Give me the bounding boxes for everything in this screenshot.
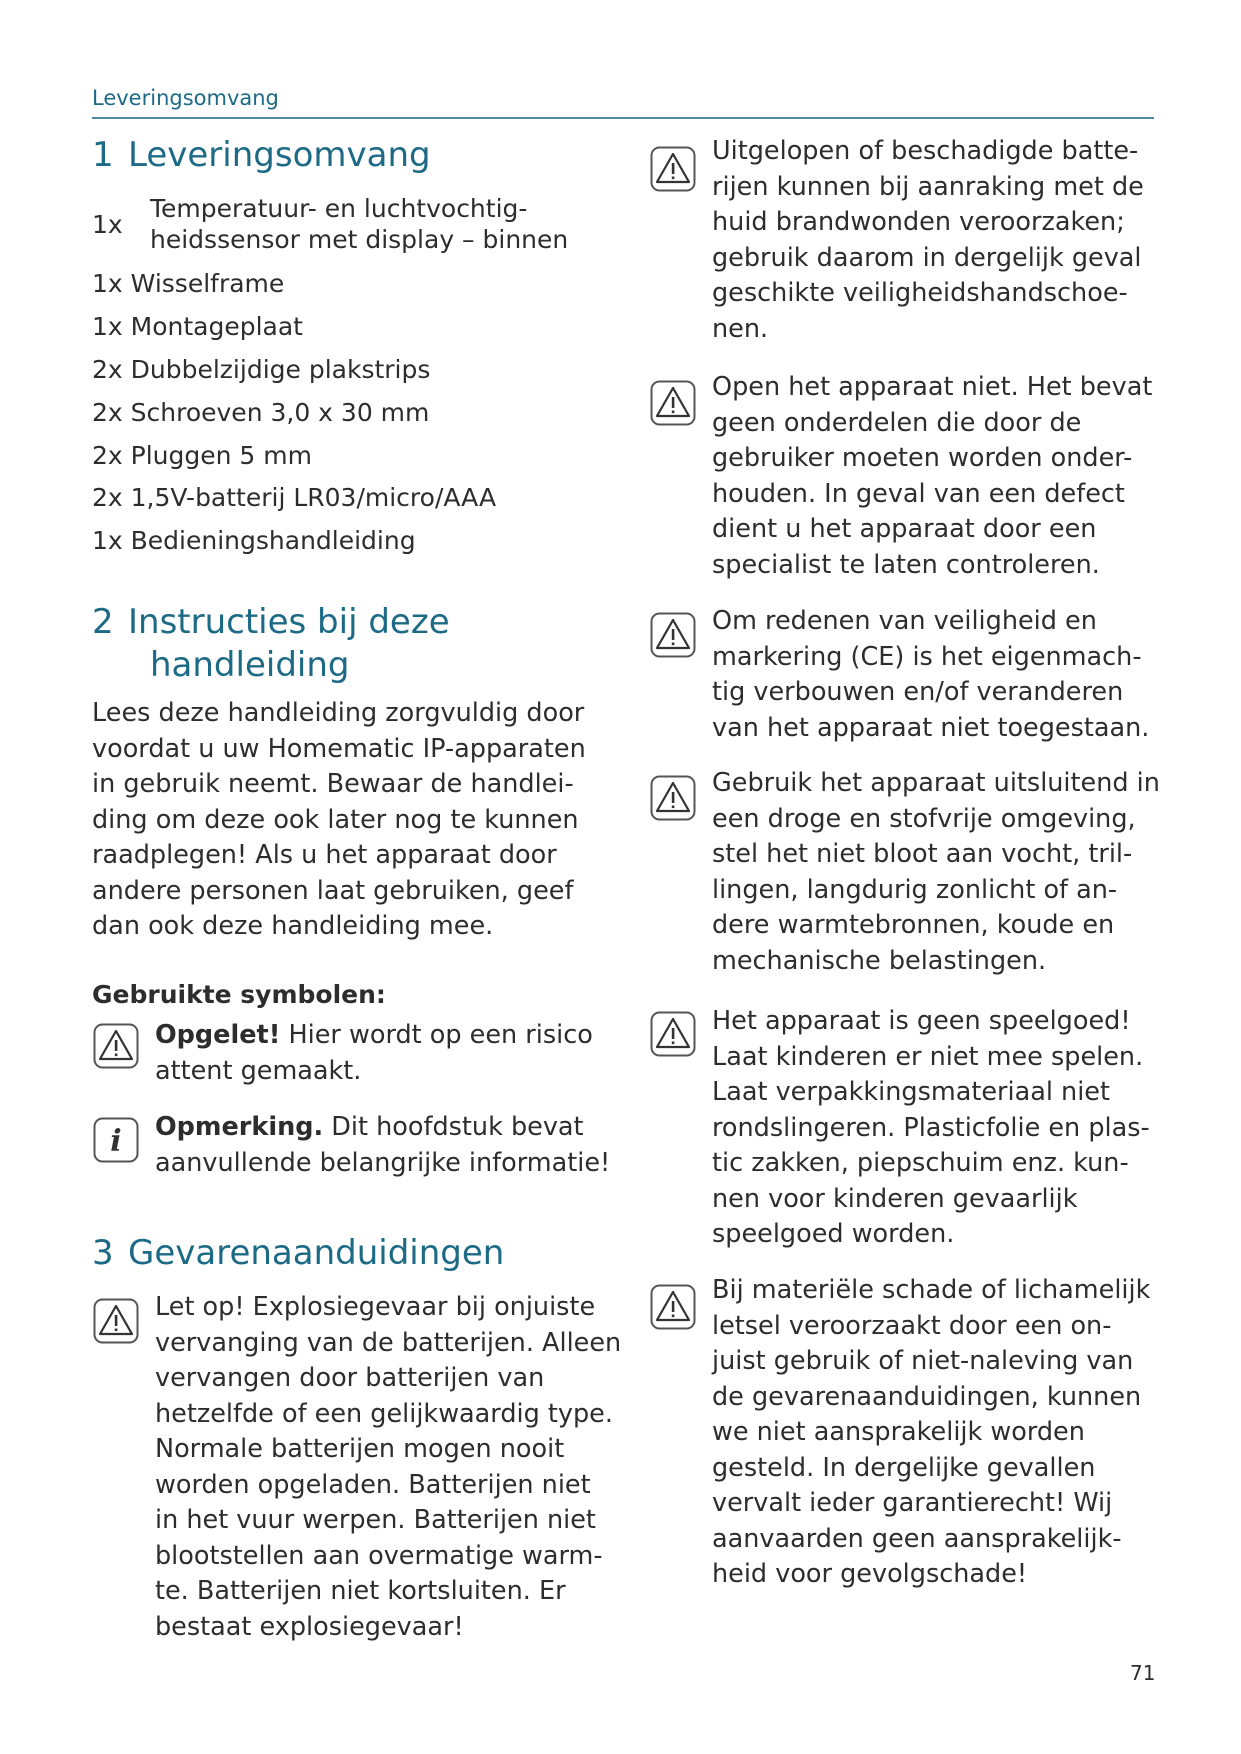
warning-line: Normale batterijen mogen nooit [155,1434,565,1464]
warning-line: huid brandwonden veroorzaken; [712,207,1125,237]
warning-line: van het apparaat niet toegestaan. [712,712,1150,743]
warning-line: houden. In geval van een defect [712,478,1125,509]
warning-line: Gebruik het apparaat uitsluitend in [712,768,1160,798]
symbol-info-desc [155,1110,610,1181]
warning-icon [650,380,696,426]
section-2-title-line: Instructies bij deze [128,602,450,642]
svg-text:i: i [110,1124,122,1159]
warning-leaking-batteries [712,134,1144,347]
section-1-title [92,134,431,177]
warning-line: worden opgeladen. Batterijen niet [155,1469,591,1500]
scope-item-line: Temperatuur- en luchtvochtig- [150,194,528,223]
warning-line: letsel veroorzaakt door een on- [712,1310,1112,1341]
paragraph-line: Lees deze handleiding zorgvuldig door [92,698,585,728]
header-divider [92,117,1154,119]
warning-line: Bij materiële schade of lichamelijk [712,1275,1151,1305]
symbol-keyword: Opmerking. [155,1112,324,1142]
warning-line: hetzelfde of een gelijkwaardig type. [155,1398,613,1429]
warning-line: geschikte veiligheidshandschoe- [712,278,1128,308]
warning-icon [650,1284,696,1330]
warning-line: gesteld. In dergelijke gevallen [712,1452,1096,1483]
warning-line: gebruiker moeten worden onder- [712,443,1133,473]
scope-item-line: heidssensor met display – binnen [150,225,569,254]
warning-line: rijen kunnen bij aanraking met de [712,171,1144,202]
warning-line: juist gebruik of niet-naleving van [712,1346,1134,1376]
paragraph-line: dan ook deze handleiding mee. [92,911,494,941]
warning-line: in het vuur werpen. Batterijen niet [155,1505,596,1535]
info-icon [93,1117,139,1163]
warning-line: Het apparaat is geen speelgoed! [712,1006,1131,1036]
warning-line: aanvaarden geen aansprakelijk- [712,1523,1122,1554]
warning-line: bestaat explosiegevaar! [155,1611,464,1642]
symbol-text: Hier wordt op een risico [280,1020,593,1050]
paragraph-line: ding om deze ook later nog te kunnen [92,804,579,835]
warning-line: geen onderdelen die door de [712,407,1082,438]
warning-line: stel het niet bloot aan vocht, tril- [712,839,1133,869]
section-3-title [92,1232,504,1275]
warning-line: nen voor kinderen gevaarlijk [712,1183,1078,1214]
warning-line: rondslingeren. Plasticfolie en plas- [712,1112,1150,1143]
paragraph-line: raadplegen! Als u het apparaat door [92,840,557,870]
scope-item: 1x Bedieningshandleiding [92,526,416,555]
warning-icon [650,612,696,658]
warning-line: nen. [712,313,769,344]
warning-ce-marking [712,604,1149,746]
warning-icon [650,146,696,192]
section-2-title [92,601,450,687]
warning-icon [93,1023,139,1069]
symbol-text: Dit hoofdstuk bevat [323,1112,584,1142]
warning-line: te. Batterijen niet kortsluiten. Er [155,1576,566,1606]
scope-item: 2x Schroeven 3,0 x 30 mm [92,398,430,427]
symbols-heading: Gebruikte symbolen: [92,980,386,1009]
warning-line: markering (CE) is het eigenmach- [712,641,1142,672]
warning-line: speelgoed worden. [712,1219,955,1249]
warning-line: tic zakken, piepschuim enz. kun- [712,1148,1129,1178]
warning-environment [712,766,1160,979]
battery-warning [155,1290,621,1645]
warning-line: Laat kinderen er niet mee spelen. [712,1041,1144,1072]
section-2-title-line: handleiding [150,645,350,685]
warning-line: Let op! Explosiegevaar bij onjuiste [155,1292,596,1322]
warning-icon [93,1298,139,1344]
warning-liability [712,1273,1150,1593]
paragraph-line: andere personen laat gebruiken, geef [92,875,574,906]
warning-line: dient u het apparaat door een [712,514,1097,544]
paragraph-line: voordat u uw Homematic IP-apparaten [92,733,586,764]
page-number: 71 [1130,1661,1156,1685]
warning-line: vervanging van de batterijen. Alleen [155,1327,622,1358]
paragraph-line: in gebruik neemt. Bewaar de handlei- [92,769,574,799]
section-2-paragraph [92,696,652,945]
section-1-title-text: Leveringsomvang [128,135,431,175]
warning-line: een droge en stofvrije omgeving, [712,803,1136,834]
scope-item: 2x Pluggen 5 mm [92,441,312,470]
symbol-keyword: Opgelet! [155,1020,281,1050]
warning-line: dere warmtebronnen, koude en [712,910,1115,940]
running-header: Leveringsomvang [92,86,279,110]
warning-icon [650,775,696,821]
scope-item: 2x Dubbelzijdige plakstrips [92,355,431,384]
warning-line: Om redenen van veiligheid en [712,606,1097,636]
warning-line: tig verbouwen en/of veranderen [712,677,1124,707]
warning-line: vervalt ieder garantierecht! Wij [712,1488,1113,1518]
warning-not-a-toy [712,1004,1150,1253]
warning-line: gebruik daarom in dergelijk geval [712,242,1142,273]
scope-item: 1x Montageplaat [92,312,303,341]
warning-line: specialist te laten controleren. [712,549,1100,580]
warning-line: heid voor gevolgschade! [712,1559,1028,1589]
scope-item: 1x Wisselframe [92,269,285,298]
warning-line: Uitgelopen of beschadigde batte- [712,136,1139,166]
section-1-number: 1 [92,135,114,175]
warning-line: we niet aansprakelijk worden [712,1417,1085,1447]
scope-item: 2x 1,5V-batterij LR03/micro/AAA [92,483,497,512]
symbol-text: attent gemaakt. [155,1055,362,1086]
section-3-title-text: Gevarenaanduidingen [128,1233,505,1273]
warning-line: vervangen door batterijen van [155,1363,545,1393]
scope-item-sensor [92,193,568,255]
warning-line: mechanische belastingen. [712,945,1047,976]
scope-item-qty: 1x [92,209,123,239]
section-2-number: 2 [92,602,114,642]
symbol-text: aanvullende belangrijke informatie! [155,1147,611,1178]
symbol-warning-desc [155,1018,593,1089]
warning-line: Laat verpakkingsmateriaal niet [712,1077,1110,1107]
warning-line: lingen, langdurig zonlicht of an- [712,874,1118,905]
warning-line: de gevarenaanduidingen, kunnen [712,1381,1142,1412]
section-3-number: 3 [92,1233,114,1273]
warning-icon [650,1011,696,1057]
warning-do-not-open [712,370,1152,583]
warning-line: Open het apparaat niet. Het bevat [712,372,1153,402]
warning-line: blootstellen aan overmatige warm- [155,1540,603,1571]
